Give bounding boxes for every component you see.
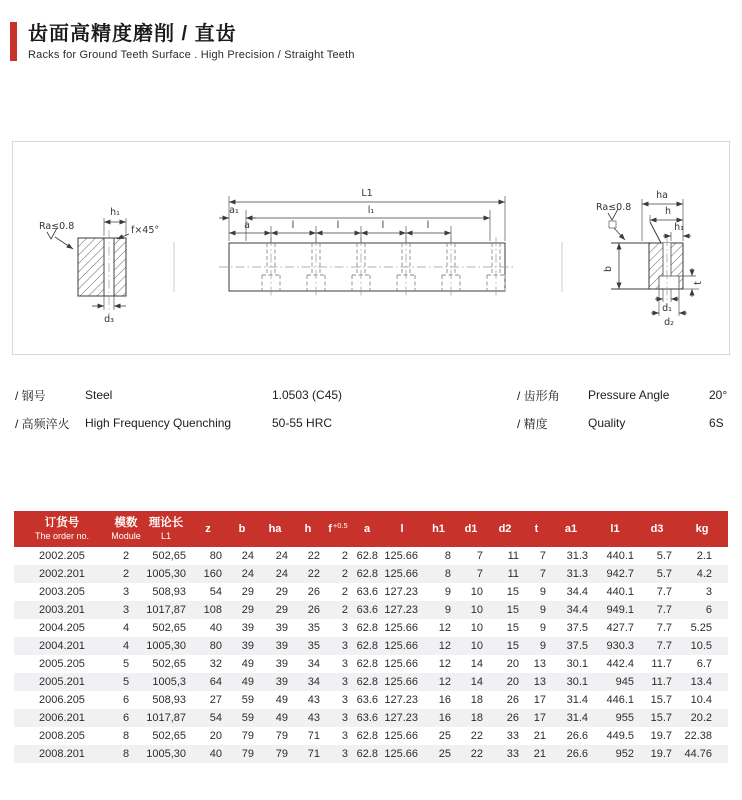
surface-finish-label: Ra≤0.8 bbox=[39, 221, 75, 232]
column-header: 订货号 The order no. bbox=[14, 511, 110, 547]
table-cell: 12 bbox=[438, 640, 451, 652]
table-cell: 9 bbox=[539, 622, 546, 634]
table-cell: 49 bbox=[241, 676, 254, 688]
dim-label-b: b bbox=[603, 265, 614, 273]
table-row bbox=[14, 655, 728, 673]
accent-bar bbox=[10, 22, 17, 61]
dim-label-a: a bbox=[244, 220, 250, 231]
table-cell: 125.66 bbox=[384, 730, 418, 742]
table-cell: 8 bbox=[444, 568, 451, 580]
table-cell: 11 bbox=[507, 550, 519, 562]
table-cell: 22 bbox=[307, 550, 320, 562]
table-cell: 4 bbox=[122, 622, 130, 634]
table-cell: 37.5 bbox=[566, 640, 588, 652]
table-cell: 59 bbox=[241, 712, 254, 724]
table-cell: 26.6 bbox=[566, 748, 588, 760]
column-header: l1 bbox=[592, 511, 638, 547]
table-cell: 125.66 bbox=[384, 550, 418, 562]
table-cell: 40 bbox=[209, 748, 222, 760]
table-cell: 127.23 bbox=[384, 586, 418, 598]
table-cell: 502,65 bbox=[152, 550, 186, 562]
table-cell: 2006.205 bbox=[39, 694, 85, 706]
table-cell: 18 bbox=[470, 712, 483, 724]
table-cell: 21 bbox=[533, 730, 546, 742]
table-cell: 7.7 bbox=[656, 622, 672, 634]
table-cell: 7.7 bbox=[656, 640, 672, 652]
spec-pressure-angle-label-zh: / 齿形角 bbox=[517, 388, 560, 403]
column-header: ha bbox=[258, 511, 292, 547]
table-cell: 31.3 bbox=[566, 550, 588, 562]
table-cell: 1005,30 bbox=[146, 568, 186, 580]
table-row bbox=[14, 637, 728, 655]
table-cell: 33 bbox=[506, 730, 519, 742]
table-cell: 34.4 bbox=[566, 586, 588, 598]
table-cell: 3 bbox=[705, 586, 712, 598]
dim-label-l: l bbox=[336, 220, 340, 231]
table-cell: 34 bbox=[307, 658, 320, 670]
table-cell: 20 bbox=[506, 676, 519, 688]
table-cell: 79 bbox=[241, 730, 254, 742]
table-cell: 4 bbox=[122, 640, 130, 652]
table-cell: 8 bbox=[122, 730, 130, 742]
table-cell: 20 bbox=[209, 730, 222, 742]
spec-row-quality bbox=[517, 409, 727, 437]
table-cell: 54 bbox=[209, 586, 222, 598]
spec-quality-label-zh: / 精度 bbox=[517, 416, 548, 431]
table-cell: 15.7 bbox=[650, 694, 672, 706]
table-cell: 2 bbox=[341, 550, 348, 562]
table-row bbox=[14, 727, 728, 745]
table-header-row bbox=[14, 511, 728, 547]
table-cell: 17 bbox=[533, 712, 546, 724]
dim-label-l: l bbox=[426, 220, 430, 231]
table-cell: 63.6 bbox=[356, 694, 378, 706]
table-cell: 31.3 bbox=[566, 568, 588, 580]
table-cell: 3 bbox=[341, 622, 348, 634]
table-cell: 16 bbox=[438, 694, 451, 706]
table-cell: 12 bbox=[438, 658, 451, 670]
table-cell: 9 bbox=[539, 604, 546, 616]
table-cell: 2.1 bbox=[696, 550, 712, 562]
column-header: 模数 Module bbox=[110, 511, 142, 547]
column-header: d2 bbox=[487, 511, 523, 547]
document-header bbox=[10, 22, 728, 61]
end-view bbox=[39, 207, 159, 325]
table-cell: 25 bbox=[438, 748, 451, 760]
table-cell: 35 bbox=[307, 640, 320, 652]
table-row bbox=[14, 547, 728, 565]
spec-pressure-angle-value: 20° bbox=[709, 388, 728, 402]
table-cell: 26.6 bbox=[566, 730, 588, 742]
table-cell: 10 bbox=[470, 622, 483, 634]
table-cell: 14 bbox=[470, 676, 483, 688]
table-cell: 127.23 bbox=[384, 694, 418, 706]
table-cell: 14 bbox=[470, 658, 483, 670]
side-view bbox=[219, 188, 515, 297]
dim-label-l: l bbox=[291, 220, 295, 231]
table-cell: 62.8 bbox=[356, 748, 378, 760]
table-cell: 3 bbox=[341, 658, 348, 670]
spec-steel-label-zh: / 钢号 bbox=[15, 388, 46, 403]
table-header bbox=[14, 511, 728, 547]
table-cell: 24 bbox=[241, 550, 254, 562]
column-header: a bbox=[352, 511, 382, 547]
dim-label-L1: L1 bbox=[361, 188, 373, 199]
table-row bbox=[14, 565, 728, 583]
table-row bbox=[14, 619, 728, 637]
table-cell: 7 bbox=[476, 550, 483, 562]
table-cell: 7 bbox=[539, 550, 546, 562]
table-cell: 15 bbox=[506, 604, 519, 616]
table-cell: 2003.201 bbox=[39, 604, 85, 616]
surface-finish-label: Ra≤0.8 bbox=[596, 202, 632, 213]
dim-label-l1: l₁ bbox=[367, 205, 375, 216]
table-cell: 39 bbox=[275, 676, 288, 688]
table-cell: 502,65 bbox=[152, 658, 186, 670]
table-cell: 26 bbox=[307, 586, 320, 598]
table-cell: 2005.205 bbox=[39, 658, 85, 670]
spec-quality-label-en: Quality bbox=[588, 416, 626, 430]
table-cell: 8 bbox=[122, 748, 130, 760]
table-cell: 3 bbox=[341, 748, 348, 760]
table-cell: 9 bbox=[444, 604, 451, 616]
table-cell: 34 bbox=[307, 676, 320, 688]
table-row bbox=[14, 673, 728, 691]
dim-label-d1: d₁ bbox=[662, 303, 672, 314]
table-cell: 26 bbox=[506, 694, 519, 706]
dim-label-d3: d₃ bbox=[104, 314, 114, 325]
table-cell: 34.4 bbox=[566, 604, 588, 616]
table-cell: 12 bbox=[438, 676, 451, 688]
table-cell: 15.7 bbox=[650, 712, 672, 724]
column-header: h1 bbox=[422, 511, 455, 547]
table-cell: 35 bbox=[307, 622, 320, 634]
table-cell: 2002.205 bbox=[39, 550, 85, 562]
table-cell: 508,93 bbox=[152, 586, 186, 598]
table-cell: 17 bbox=[533, 694, 546, 706]
table-cell: 62.8 bbox=[356, 730, 378, 742]
table-cell: 7.7 bbox=[656, 586, 672, 598]
table-cell: 5.7 bbox=[656, 550, 672, 562]
table-cell: 5 bbox=[122, 676, 130, 688]
table-cell: 22.38 bbox=[684, 730, 712, 742]
dim-label-h: h bbox=[664, 206, 672, 217]
table-cell: 24 bbox=[241, 568, 254, 580]
table-cell: 2 bbox=[341, 586, 348, 598]
table-body bbox=[14, 547, 728, 763]
table-cell: 80 bbox=[209, 550, 222, 562]
table-cell: 952 bbox=[615, 748, 634, 760]
table-cell: 125.66 bbox=[384, 622, 418, 634]
table-cell: 33 bbox=[506, 748, 519, 760]
table-cell: 37.5 bbox=[566, 622, 588, 634]
table-cell: 22 bbox=[307, 568, 320, 580]
table-cell: 10 bbox=[470, 586, 483, 598]
table-cell: 125.66 bbox=[384, 568, 418, 580]
column-header: $f^{+0.5}$ bbox=[324, 511, 352, 547]
table-cell: 25 bbox=[438, 730, 451, 742]
table-cell: 9 bbox=[444, 586, 451, 598]
table-cell: 18 bbox=[470, 694, 483, 706]
spec-quenching-label-en: High Frequency Quenching bbox=[85, 416, 232, 430]
table-cell: 22 bbox=[470, 748, 483, 760]
table-row bbox=[14, 709, 728, 727]
table-cell: 59 bbox=[241, 694, 254, 706]
technical-drawing bbox=[12, 141, 730, 355]
table-cell: 6 bbox=[122, 694, 130, 706]
table-cell: 2 bbox=[122, 568, 130, 580]
spec-row-quenching bbox=[15, 409, 517, 437]
column-header: l bbox=[382, 511, 422, 547]
table-cell: 127.23 bbox=[384, 712, 418, 724]
table-cell: 44.76 bbox=[684, 748, 712, 760]
table-cell: 62.8 bbox=[356, 676, 378, 688]
spec-quenching-value: 50-55 HRC bbox=[272, 416, 333, 430]
table-cell: 49 bbox=[241, 658, 254, 670]
column-header: kg bbox=[676, 511, 728, 547]
table-cell: 2004.205 bbox=[39, 622, 85, 634]
table-cell: 4.2 bbox=[696, 568, 712, 580]
table-cell: 79 bbox=[241, 748, 254, 760]
table-cell: 39 bbox=[275, 622, 288, 634]
table-cell: 108 bbox=[203, 604, 222, 616]
table-cell: 949.1 bbox=[606, 604, 634, 616]
table-cell: 2002.201 bbox=[39, 568, 85, 580]
table-cell: 942.7 bbox=[606, 568, 634, 580]
table-cell: 20 bbox=[506, 658, 519, 670]
table-cell: 3 bbox=[122, 586, 130, 598]
table-cell: 3 bbox=[341, 640, 348, 652]
table-cell: 125.66 bbox=[384, 658, 418, 670]
table-cell: 19.7 bbox=[650, 730, 672, 742]
table-cell: 427.7 bbox=[606, 622, 634, 634]
table-cell: 29 bbox=[241, 586, 254, 598]
table-cell: 19.7 bbox=[650, 748, 672, 760]
table-cell: 446.1 bbox=[606, 694, 634, 706]
table-cell: 49 bbox=[275, 694, 288, 706]
table-cell: 508,93 bbox=[152, 694, 186, 706]
table-cell: 11 bbox=[507, 568, 519, 580]
table-cell: 80 bbox=[209, 640, 222, 652]
table-cell: 11.7 bbox=[651, 658, 672, 670]
table-cell: 29 bbox=[241, 604, 254, 616]
dim-label-chamfer: f×45° bbox=[131, 225, 160, 236]
rack-data-table bbox=[14, 511, 728, 763]
column-header: a1 bbox=[550, 511, 592, 547]
table-cell: 6 bbox=[122, 712, 130, 724]
spec-row-pressure-angle bbox=[517, 381, 727, 409]
column-header: d3 bbox=[638, 511, 676, 547]
table-cell: 2008.201 bbox=[39, 748, 85, 760]
table-cell: 62.8 bbox=[356, 640, 378, 652]
table-cell: 127.23 bbox=[384, 604, 418, 616]
dim-label-l: l bbox=[381, 220, 385, 231]
table-cell: 54 bbox=[209, 712, 222, 724]
table-cell: 24 bbox=[275, 568, 288, 580]
table-cell: 62.8 bbox=[356, 550, 378, 562]
spec-quality-value: 6S bbox=[709, 416, 724, 430]
table-cell: 1005,3 bbox=[152, 676, 186, 688]
table-cell: 1017,87 bbox=[146, 712, 186, 724]
table-cell: 22 bbox=[470, 730, 483, 742]
table-cell: 71 bbox=[307, 748, 320, 760]
table-cell: 13 bbox=[533, 676, 546, 688]
spec-section bbox=[15, 381, 742, 437]
table-cell: 13 bbox=[533, 658, 546, 670]
table-cell: 31.4 bbox=[566, 694, 588, 706]
table-cell: 62.8 bbox=[356, 622, 378, 634]
table-cell: 62.8 bbox=[356, 568, 378, 580]
table-cell: 5 bbox=[122, 658, 130, 670]
table-cell: 125.66 bbox=[384, 676, 418, 688]
table-cell: 2005.201 bbox=[39, 676, 85, 688]
table-cell: 125.66 bbox=[384, 640, 418, 652]
table-cell: 64 bbox=[209, 676, 222, 688]
dim-label-d2: d₂ bbox=[664, 317, 674, 328]
dim-label-t: t bbox=[693, 281, 704, 285]
table-cell: 125.66 bbox=[384, 748, 418, 760]
table-cell: 39 bbox=[241, 640, 254, 652]
column-header: b bbox=[226, 511, 258, 547]
table-cell: 2004.201 bbox=[39, 640, 85, 652]
table-cell: 2 bbox=[122, 550, 130, 562]
table-cell: 1017,87 bbox=[146, 604, 186, 616]
column-header: d1 bbox=[455, 511, 487, 547]
table-cell: 6 bbox=[705, 604, 712, 616]
table-cell: 3 bbox=[341, 694, 348, 706]
table-cell: 26 bbox=[506, 712, 519, 724]
table-cell: 39 bbox=[275, 640, 288, 652]
table-cell: 7 bbox=[539, 568, 546, 580]
table-cell: 71 bbox=[307, 730, 320, 742]
dim-label-ha: ha bbox=[656, 190, 668, 201]
table-row bbox=[14, 691, 728, 709]
table-cell: 10 bbox=[470, 604, 483, 616]
table-cell: 16 bbox=[438, 712, 451, 724]
table-cell: 39 bbox=[241, 622, 254, 634]
dim-label-h1: h₁ bbox=[110, 207, 120, 218]
table-cell: 7 bbox=[476, 568, 483, 580]
table-row bbox=[14, 601, 728, 619]
column-header: z bbox=[190, 511, 226, 547]
table-cell: 79 bbox=[275, 730, 288, 742]
table-cell: 10 bbox=[470, 640, 483, 652]
table-cell: 13.4 bbox=[690, 676, 712, 688]
table-cell: 442.4 bbox=[606, 658, 634, 670]
table-cell: 5.7 bbox=[656, 568, 672, 580]
table-cell: 8 bbox=[444, 550, 451, 562]
table-cell: 49 bbox=[275, 712, 288, 724]
table-cell: 32 bbox=[209, 658, 222, 670]
table-cell: 10.4 bbox=[690, 694, 712, 706]
table-cell: 945 bbox=[615, 676, 634, 688]
table-cell: 440.1 bbox=[606, 586, 634, 598]
column-header: t bbox=[523, 511, 550, 547]
catalog-page bbox=[0, 22, 742, 800]
table-cell: 21 bbox=[533, 748, 546, 760]
table-cell: 440.1 bbox=[606, 550, 634, 562]
table-cell: 160 bbox=[203, 568, 222, 580]
spec-row-steel bbox=[15, 381, 517, 409]
page-subtitle: Racks for Ground Teeth Surface . High Precision / Straight Teeth bbox=[28, 49, 355, 61]
table-cell: 6.7 bbox=[696, 658, 712, 670]
table-cell: 63.6 bbox=[356, 586, 378, 598]
table-cell: 9 bbox=[539, 586, 546, 598]
table-row bbox=[14, 745, 728, 763]
table-cell: 39 bbox=[275, 658, 288, 670]
table-cell: 955 bbox=[615, 712, 634, 724]
page-title: 齿面高精度磨削 / 直齿 bbox=[28, 23, 237, 45]
table-cell: 31.4 bbox=[566, 712, 588, 724]
table-cell: 15 bbox=[506, 586, 519, 598]
dim-label-h1: h₁ bbox=[674, 222, 684, 233]
table-cell: 3 bbox=[122, 604, 130, 616]
table-cell: 62.8 bbox=[356, 658, 378, 670]
table-cell: 5.25 bbox=[690, 622, 712, 634]
table-cell: 29 bbox=[275, 586, 288, 598]
table-cell: 63.6 bbox=[356, 712, 378, 724]
table-cell: 24 bbox=[275, 550, 288, 562]
table-cell: 502,65 bbox=[152, 730, 186, 742]
table-cell: 30.1 bbox=[566, 676, 588, 688]
table-cell: 11.7 bbox=[651, 676, 672, 688]
table-cell: 2008.205 bbox=[39, 730, 85, 742]
table-cell: 3 bbox=[341, 676, 348, 688]
spec-pressure-angle-label-en: Pressure Angle bbox=[588, 388, 670, 402]
table-cell: 63.6 bbox=[356, 604, 378, 616]
table-cell: 10.5 bbox=[690, 640, 712, 652]
column-header: h bbox=[292, 511, 324, 547]
table-cell: 30.1 bbox=[566, 658, 588, 670]
table-cell: 502,65 bbox=[152, 622, 186, 634]
table-cell: 2 bbox=[341, 568, 348, 580]
table-cell: 26 bbox=[307, 604, 320, 616]
column-header: 理论长 L1 bbox=[142, 511, 190, 547]
table-cell: 15 bbox=[506, 640, 519, 652]
table-cell: 1005,30 bbox=[146, 748, 186, 760]
table-cell: 2006.201 bbox=[39, 712, 85, 724]
table-cell: 7.7 bbox=[656, 604, 672, 616]
section-view bbox=[596, 190, 704, 328]
table-cell: 12 bbox=[438, 622, 451, 634]
dim-label-a1: a₁ bbox=[229, 205, 239, 216]
table-cell: 2 bbox=[341, 604, 348, 616]
table-cell: 1005,30 bbox=[146, 640, 186, 652]
table-cell: 449.5 bbox=[606, 730, 634, 742]
spec-steel-label-en: Steel bbox=[85, 388, 113, 402]
table-cell: 40 bbox=[209, 622, 222, 634]
rack-drawing-svg bbox=[13, 142, 725, 352]
table-cell: 20.2 bbox=[690, 712, 712, 724]
table-cell: 43 bbox=[307, 694, 320, 706]
table-cell: 9 bbox=[539, 640, 546, 652]
table-cell: 3 bbox=[341, 730, 348, 742]
table-cell: 27 bbox=[209, 694, 222, 706]
table-cell: 930.3 bbox=[606, 640, 634, 652]
table-row bbox=[14, 583, 728, 601]
spec-steel-value: 1.0503 (C45) bbox=[272, 388, 343, 402]
table-cell: 79 bbox=[275, 748, 288, 760]
table-cell: 2003.205 bbox=[39, 586, 85, 598]
table-cell: 43 bbox=[307, 712, 320, 724]
table-cell: 15 bbox=[506, 622, 519, 634]
table-cell: 3 bbox=[341, 712, 348, 724]
table-cell: 29 bbox=[275, 604, 288, 616]
spec-quenching-label-zh: / 高频淬火 bbox=[15, 416, 70, 431]
